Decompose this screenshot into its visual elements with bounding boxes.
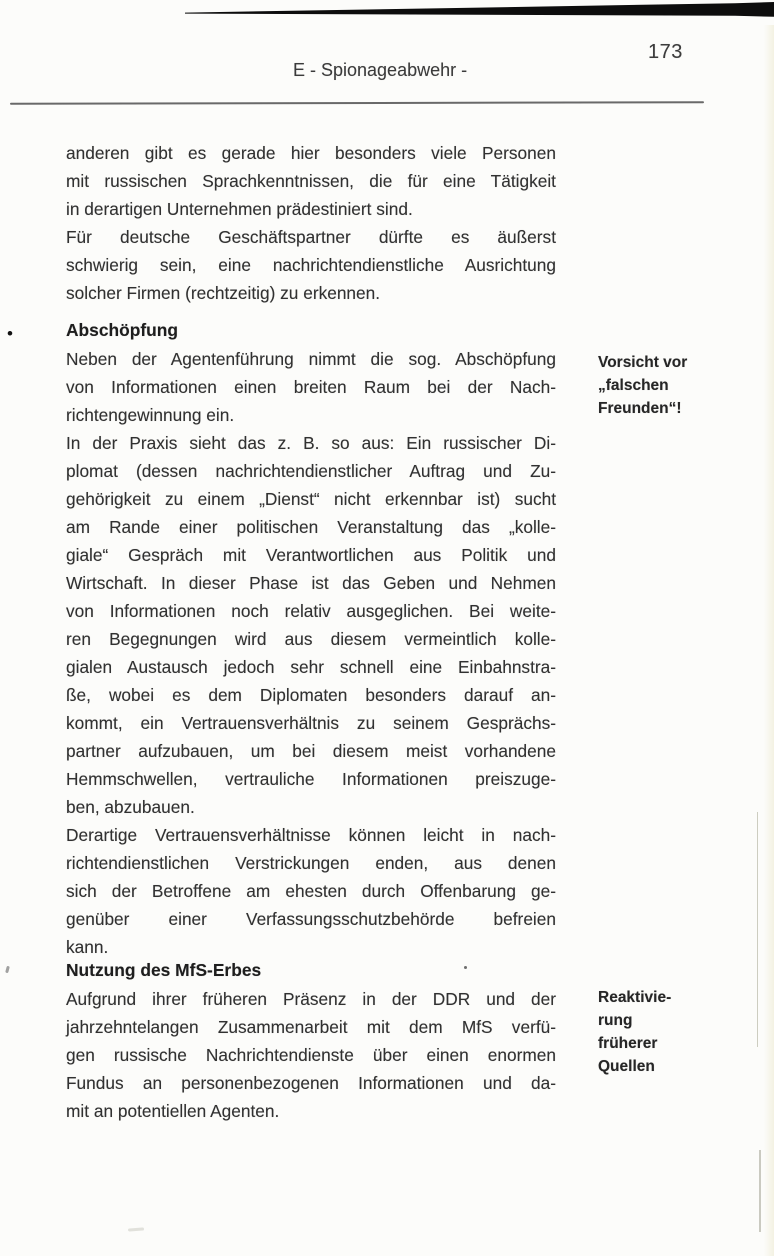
body-text-line: Fundus an personenbezogenen Informationen und da- [66, 1073, 556, 1093]
body-text-line: ben, abzubauen. [66, 797, 195, 817]
margin-note-line: früherer [598, 1035, 658, 1052]
body-text-line: ren Begegnungen wird aus diesem vermeintlich kolle- [66, 629, 556, 649]
body-text-line: plomat (dessen nachrichtendienstlicher Auftrag und Zu- [66, 461, 556, 481]
body-text-line: von Informationen einen breiten Raum bei der Nach- [66, 377, 556, 397]
body-text-line: giale“ Gespräch mit Verantwortlichen aus Politik und [66, 545, 556, 565]
scan-speck-tick [5, 966, 10, 974]
body-text-line: richtendienstlichen Verstrickungen enden, aus denen [66, 853, 556, 873]
body-text-line: mit an potentiellen Agenten. [66, 1101, 280, 1121]
body-text-line: Wirtschaft. In dieser Phase ist das Geben und Nehmen [66, 573, 556, 593]
margin-note-line: Vorsicht vor [598, 354, 688, 371]
body-text-line: schwierig sein, eine nachrichtendienstliche Ausrichtung [66, 255, 556, 275]
margin-note [598, 351, 763, 420]
body-text-line: Hemmschwellen, vertrauliche Informationen preiszuge- [66, 769, 556, 789]
body-text-line: richtengewinnung ein. [66, 405, 235, 425]
scan-artifact-right-line-upper [757, 812, 758, 1047]
body-text-line: solcher Firmen (rechtzeitig) zu erkennen. [66, 283, 381, 303]
body-text-line: anderen gibt es gerade hier besonders viele Personen [66, 143, 556, 163]
body-text-line: am Rande einer politischen Veranstaltung das „kolle- [66, 517, 556, 537]
body-text-line: in derartigen Unternehmen prädestiniert sind. [66, 199, 413, 219]
margin-note [598, 986, 763, 1078]
margin-note-line: „falschen [598, 377, 669, 394]
margin-note-line: Quellen [598, 1058, 655, 1075]
body-text-line: In der Praxis sieht das z. B. so aus: Ein russischer Di- [66, 433, 556, 453]
body-text-line: gehörigkeit zu einem „Dienst“ nicht erkennbar ist) sucht [66, 489, 556, 509]
body-text-line: partner aufzubauen, um bei diesem meist vorhandene [66, 741, 556, 761]
body-text-line: von Informationen noch relativ ausgeglichen. Bei weite- [66, 601, 556, 621]
running-header: E - Spionageabwehr - [293, 60, 468, 80]
body-text-line: genüber einer Verfassungsschutzbehörde befreien [66, 909, 556, 929]
body-text-line: ße, wobei es dem Diplomaten besonders darauf an- [66, 685, 556, 705]
scan-artifact-top-bar [0, 0, 774, 22]
section-heading: Nutzung des MfS-Erbes [66, 960, 262, 980]
scan-speck-smudge [128, 1227, 144, 1231]
body-text-line: kann. [66, 937, 109, 957]
body-text-line: Aufgrund ihrer früheren Präsenz in der DDR und der [66, 989, 556, 1009]
body-text-line: kommt, ein Vertrauensverhältnis zu seinem Gesprächs- [66, 713, 556, 733]
header-rule [10, 101, 704, 104]
body-text-line: gialen Austausch jedoch sehr schnell eine Einbahnstra- [66, 657, 556, 677]
margin-note-line: Freunden“! [598, 400, 682, 417]
body-text-line: Derartige Vertrauensverhältnisse können leicht in nach- [66, 825, 556, 845]
margin-note-line: rung [598, 1012, 633, 1029]
section-heading: Abschöpfung [66, 320, 179, 340]
bullet-icon: • [7, 324, 13, 343]
scan-artifact-right-line-lower [759, 1150, 761, 1232]
body-text-line: jahrzehntelangen Zusammenarbeit mit dem MfS verfü- [66, 1017, 556, 1037]
body-text-line: Neben der Agentenführung nimmt die sog. Abschöpfung [66, 349, 556, 369]
body-text-line: Für deutsche Geschäftspartner dürfte es äußerst [66, 227, 556, 247]
scan-speck-dot [464, 966, 467, 969]
scan-artifact-right-edge-strip [762, 25, 774, 1256]
page-number: 173 [648, 41, 683, 63]
body-text-line: mit russischen Sprachkenntnissen, die für eine Tätigkeit [66, 171, 556, 191]
body-text-line: gen russische Nachrichtendienste über einen enormen [66, 1045, 556, 1065]
body-text-line: sich der Betroffene am ehesten durch Offenbarung ge- [66, 881, 556, 901]
margin-note-line: Reaktivie- [598, 989, 672, 1006]
